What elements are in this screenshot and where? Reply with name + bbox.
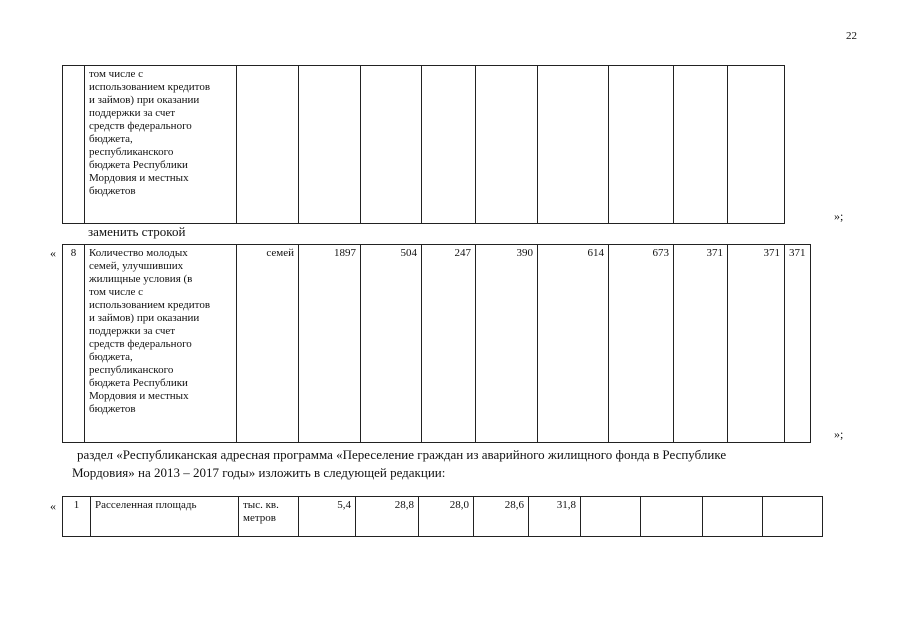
description-line: бюджета Республики xyxy=(89,159,188,171)
row-number-cell: 1 xyxy=(63,497,91,537)
description-line: и займов) при оказании xyxy=(89,94,200,106)
value-cell: 28,8 xyxy=(356,497,419,537)
table-row xyxy=(63,66,785,224)
section-paragraph xyxy=(72,446,859,482)
description-line: бюджета, xyxy=(89,351,133,363)
value-cell xyxy=(581,497,641,537)
description-line: средств федерального xyxy=(89,338,192,350)
description-cell: Расселенная площадь xyxy=(91,497,239,537)
unit-cell: семей xyxy=(237,245,299,443)
description-line: поддержки за счет xyxy=(89,107,176,119)
value-cell: 28,0 xyxy=(419,497,474,537)
table-row xyxy=(63,497,823,537)
description-line: бюджета, xyxy=(89,133,133,145)
unit-cell xyxy=(237,66,299,224)
description-line: и займов) при оказании xyxy=(89,312,200,324)
description-line: том числе с xyxy=(89,286,143,298)
value-cell: 31,8 xyxy=(529,497,581,537)
description-line: жилищные условия (в xyxy=(89,273,193,285)
table-new-section xyxy=(62,496,823,537)
page-number: 22 xyxy=(846,30,857,42)
paragraph-line: Мордовия» на 2013 – 2017 годы» изложить в следующей редакции: xyxy=(72,465,446,480)
description-line: Количество молодых xyxy=(89,247,188,259)
value-cell xyxy=(703,497,763,537)
value-cell xyxy=(422,66,476,224)
closing-quote: »; xyxy=(834,209,844,223)
value-cell xyxy=(299,66,361,224)
opening-quote: « xyxy=(50,246,56,260)
replace-instruction: заменить строкой xyxy=(88,224,186,239)
value-cell: 247 xyxy=(422,245,476,443)
description-line: бюджетов xyxy=(89,185,136,197)
value-cell xyxy=(476,66,538,224)
unit-line: тыс. кв. xyxy=(243,499,279,511)
description-line: поддержки за счет xyxy=(89,325,176,337)
description-line: Мордовия и местных xyxy=(89,390,189,402)
value-cell: 371 xyxy=(785,245,811,443)
value-cell xyxy=(609,66,674,224)
value-cell: 371 xyxy=(674,245,728,443)
paragraph-line: раздел «Республиканская адресная программа «Переселение граждан из аварийного жилищного фонда в Республике xyxy=(77,447,727,462)
value-cell: 390 xyxy=(476,245,538,443)
unit-line: метров xyxy=(243,512,276,524)
row-number-cell: 8 xyxy=(63,245,85,443)
closing-quote: »; xyxy=(834,427,844,441)
description-line: Мордовия и местных xyxy=(89,172,189,184)
value-cell: 673 xyxy=(609,245,674,443)
description-line: использованием кредитов xyxy=(89,81,211,93)
value-cell: 1897 xyxy=(299,245,361,443)
value-cell: 504 xyxy=(361,245,422,443)
table-continuation xyxy=(62,65,785,224)
value-cell xyxy=(674,66,728,224)
description-cell xyxy=(85,245,237,443)
value-cell: 614 xyxy=(538,245,609,443)
description-line: средств федерального xyxy=(89,120,192,132)
value-cell xyxy=(763,497,823,537)
description-line: республиканского xyxy=(89,364,174,376)
value-cell xyxy=(361,66,422,224)
table-row xyxy=(63,245,811,443)
value-cell: 371 xyxy=(728,245,785,443)
value-cell xyxy=(728,66,785,224)
description-line: семей, улучшивших xyxy=(89,260,184,272)
value-cell xyxy=(538,66,609,224)
description-line: республиканского xyxy=(89,146,174,158)
description-line: бюджетов xyxy=(89,403,136,415)
row-number-cell xyxy=(63,66,85,224)
value-cell: 28,6 xyxy=(474,497,529,537)
description-line: бюджета Республики xyxy=(89,377,188,389)
table-replacement-row xyxy=(62,244,811,443)
value-cell xyxy=(641,497,703,537)
description-line: том числе с xyxy=(89,68,143,80)
unit-cell xyxy=(239,497,299,537)
description-cell xyxy=(85,66,237,224)
description-line: использованием кредитов xyxy=(89,299,211,311)
opening-quote: « xyxy=(50,499,56,513)
value-cell: 5,4 xyxy=(299,497,356,537)
